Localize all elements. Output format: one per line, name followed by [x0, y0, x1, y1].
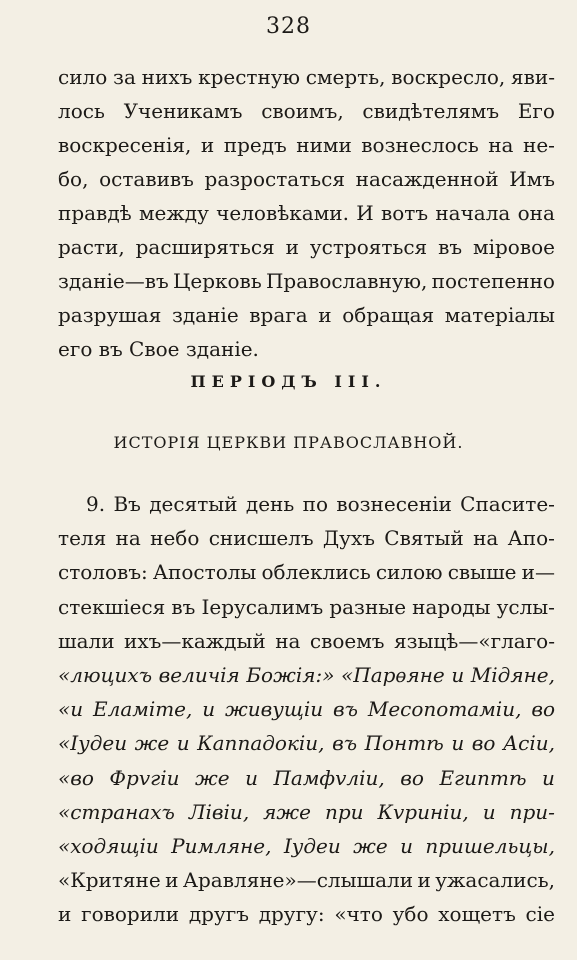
text-line: «во Фрvгіи же и Памфvліи, во Египтѣ и	[58, 765, 555, 790]
text-line: зданіе—въ Церковь Православную, постепенно	[58, 269, 555, 293]
text-line: стекшіеся въ Іерусалимъ разные народы услы-	[58, 594, 555, 619]
text-line: его въ Свое зданіе.	[58, 337, 259, 361]
text-line: лось Ученикамъ своимъ, свидѣтелямъ Его	[58, 99, 555, 123]
text-line: «Критяне и Аравляне»—слышали и ужасались,	[58, 868, 555, 893]
page-number: 328	[266, 14, 311, 39]
text-line: правдѣ между человѣками. И вотъ начала она	[58, 201, 555, 225]
text-line: и говорили другъ другу: «что убо хощетъ сiе	[58, 902, 555, 927]
text-line: столовъ: Апостолы облеклись силою свыше и—	[58, 560, 555, 585]
paragraph-2	[58, 487, 555, 931]
text-line: «и Еламіте, и живущіи въ Месопотаміи, во	[58, 697, 555, 722]
text-line: «ходящіи Римляне, Іудеи же и пришельцы,	[58, 833, 555, 858]
text-line: разрушая зданіе врага и обращая матеріалы	[58, 303, 555, 327]
period-heading: ПЕРІОДЪ III.	[190, 372, 387, 391]
text-line: шали ихъ—каждый на своемъ языцѣ—«глаго-	[58, 628, 555, 653]
text-line: воскресенія, и предъ ними вознеслось на не-	[58, 133, 555, 157]
text-line: 9. Въ десятый день по вознесеніи Спасите-	[86, 492, 555, 516]
paragraph-1	[58, 60, 555, 366]
section-subtitle: ИСТОРІЯ ЦЕРКВИ ПРАВОСЛАВНОЙ.	[113, 433, 464, 452]
text-line: «люцихъ величія Божія:» «Парѳяне и Мідяне,	[58, 662, 555, 687]
text-line: теля на небо снисшелъ Духъ Святый на Апо-	[58, 526, 555, 551]
text-line: «странахъ Лiвiи, яже при Кvриніи, и при-	[58, 799, 555, 824]
text-line: «Іудеи же и Каппадокіи, въ Понтѣ и во Асіи,	[58, 731, 555, 756]
text-line: сило за нихъ крестную смерть, воскресло, яви-	[58, 65, 555, 89]
text-line: расти, расширяться и устрояться въ міровое	[58, 235, 555, 259]
text-line: бо, оставивъ разростаться насажденной Имъ	[58, 167, 555, 191]
